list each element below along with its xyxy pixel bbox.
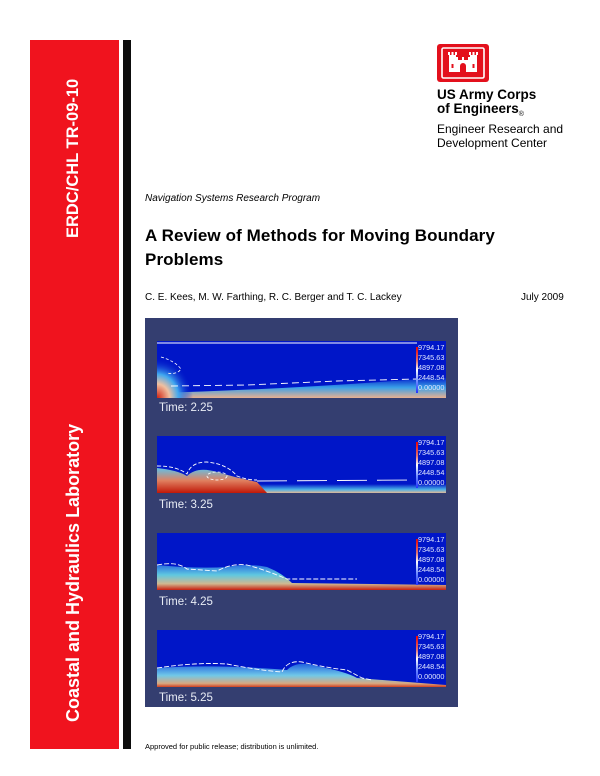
legend-value: 4897.08	[418, 555, 445, 564]
simulation-panel-2	[157, 436, 446, 493]
legend-value: 9794.17	[418, 632, 445, 641]
color-scale-legend	[418, 343, 446, 393]
authors: C. E. Kees, M. W. Farthing, R. C. Berger and T. C. Lackey	[145, 292, 402, 303]
simulation-panel-4	[157, 630, 446, 687]
org-line-3: Engineer Research and	[437, 122, 564, 136]
color-scale-legend	[418, 535, 446, 585]
legend-value: 9794.17	[418, 343, 445, 352]
legend-value: 0.00000	[418, 672, 445, 681]
legend-value: 7345.63	[418, 448, 445, 457]
legend-value: 7345.63	[418, 353, 445, 362]
distribution-statement: Approved for public release; distribution is unlimited.	[145, 742, 319, 751]
legend-value: 0.00000	[418, 575, 445, 584]
castle-icon	[437, 44, 489, 82]
color-scale-legend	[418, 632, 446, 682]
org-line-4: Development Center	[437, 136, 548, 150]
legend-value: 2448.54	[418, 565, 445, 574]
time-label: Time: 5.25	[159, 692, 213, 704]
publication-date: July 2009	[521, 292, 564, 303]
org-name	[437, 88, 563, 150]
registered-mark: ®	[518, 111, 524, 118]
program-name: Navigation Systems Research Program	[145, 193, 321, 204]
time-label: Time: 2.25	[159, 402, 213, 414]
legend-value: 0.00000	[418, 478, 445, 487]
simulation-panel-1	[157, 341, 446, 398]
legend-value: 9794.17	[418, 438, 445, 447]
legend-value: 0.00000	[418, 383, 445, 392]
legend-value: 2448.54	[418, 662, 445, 671]
sidebar-black-rule	[123, 40, 131, 749]
legend-value: 7345.63	[418, 545, 445, 554]
org-line-2-text: of Engineers	[437, 101, 519, 116]
org-line-2	[437, 102, 563, 122]
legend-value: 4897.08	[418, 652, 445, 661]
legend-value: 4897.08	[418, 458, 445, 467]
legend-value: 2448.54	[418, 373, 445, 382]
simulation-panel-3	[157, 533, 446, 590]
org-line-1: US Army Corps	[437, 87, 537, 102]
document-title: A Review of Methods for Moving Boundary Problems	[145, 226, 495, 269]
legend-value: 9794.17	[418, 535, 445, 544]
color-scale-legend	[418, 438, 446, 488]
legend-value: 2448.54	[418, 468, 445, 477]
report-id: ERDC/CHL TR-09-10	[64, 78, 82, 238]
time-label: Time: 4.25	[159, 596, 213, 608]
cover-figure	[145, 318, 458, 707]
legend-value: 7345.63	[418, 642, 445, 651]
legend-value: 4897.08	[418, 363, 445, 372]
time-label: Time: 3.25	[159, 499, 213, 511]
lab-name: Coastal and Hydraulics Laboratory	[63, 423, 83, 722]
